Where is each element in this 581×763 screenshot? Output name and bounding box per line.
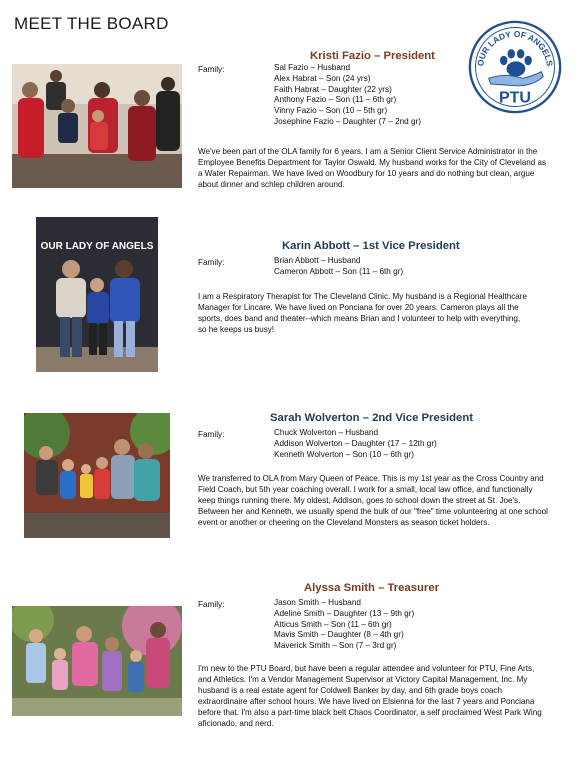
family-member: Josephine Fazio – Daughter (7 – 2nd gr) — [274, 116, 422, 126]
family-member: Cameron Abbott – Son (11 – 6th gr) — [274, 266, 404, 276]
family-label: Family: — [198, 65, 225, 74]
smith-family-photo — [12, 606, 182, 716]
photo-banner-text: OUR LADY OF ANGELS — [40, 241, 154, 252]
page-title: MEET THE BOARD — [14, 14, 169, 33]
member-name: Kristi Fazio – President — [310, 50, 435, 62]
family-label: Family: — [198, 430, 225, 439]
family-member: Maverick Smith – Son (7 – 3rd gr) — [274, 641, 397, 651]
family-member: Jason Smith – Husband — [274, 598, 361, 607]
family-member: Atticus Smith – Son (11 – 6th gr) — [274, 619, 392, 629]
member-name: Karin Abbott – 1st Vice President — [282, 240, 460, 252]
family-member: Faith Habrat – Daughter (22 yrs) — [274, 84, 392, 94]
family-member: Chuck Wolverton – Husband — [274, 428, 379, 437]
family-list — [274, 256, 403, 278]
family-member: Adeline Smith – Daughter (13 – 9th gr) — [274, 608, 415, 618]
member-bio: I am a Respiratory Therapist for The Cleveland Clinic. My husband is a Regional Healthcare Manager for Lincare. We have lived on Ponciana for over 20 years. Cameron plays all the sports, does band and theater--which means Brian and I volunteer to help with everything, so he keeps us busy! — [198, 292, 528, 334]
logo-arc-text: OUR LADY OF ANGELS — [475, 28, 555, 67]
member-name: Alyssa Smith – Treasurer — [304, 582, 440, 594]
family-label: Family: — [198, 258, 225, 267]
family-member: Vinny Fazio – Son (10 – 5th gr) — [274, 106, 388, 116]
member-bio: We transferred to OLA from Mary Queen of Peace. This is my 1st year as the Cross Country and Field Coach, but 5th year coaching overall. I work for a small, local law office, and functionally keep things running there. My oldest, Addison, goes to school down the street at St. Joe's. Between her and Kenneth, we usually spend the bulk of our "free" time volunteering at one school event or another or cheering on the Cleveland Monsters as season ticket holders. — [198, 474, 548, 527]
family-member: Addison Wolverton – Daughter (17 – 12th gr) — [274, 438, 437, 448]
family-member: Alex Habrat – Son (24 yrs) — [274, 73, 371, 83]
member-bio: I'm new to the PTU Board, but have been a regular attendee and volunteer for PTU, Fine Arts, and Athletics. I'm a Vendor Management Supervisor at Victory Capital Management, Inc. My husband is a real estate agent for Coldwell Banker by day, and 6th grade boys coach extraordinaire after school hours. We have lived on Elsienna for the last 7 years and Ponciana before that. I'm also a part-time black belt Chaos Coordinator, a self proclaimed West Park Wing aficionado, and nerd. — [198, 664, 542, 728]
family-list — [274, 428, 437, 460]
family-label: Family: — [198, 600, 225, 609]
wolverton-family-photo — [24, 413, 170, 538]
family-list — [274, 63, 421, 128]
member-bio: We've been part of the OLA family for 6 years. I am a Senior Client Service Administrator in the Employee Benefits Department for Taylor Oswald. My husband works for the City of Cleveland as a Water Repairman. We have lived on Woodbury for 10 years and do nothing but clean, argue about dinner and schlep children around. — [198, 147, 547, 189]
ptu-logo — [468, 20, 562, 114]
logo-ptu-text: PTU — [499, 89, 531, 107]
fazio-family-photo — [12, 64, 182, 188]
member-name: Sarah Wolverton – 2nd Vice President — [270, 412, 473, 424]
family-member: Anthony Fazio – Son (11 – 6th gr) — [274, 95, 397, 105]
family-list — [274, 598, 414, 652]
abbott-family-photo — [36, 217, 158, 372]
family-member: Brian Abbott – Husband — [274, 256, 361, 265]
family-member: Mavis Smith – Daughter (8 – 4th gr) — [274, 630, 404, 640]
family-member: Kenneth Wolverton – Son (10 – 6th gr) — [274, 449, 415, 459]
family-member: Sal Fazio – Husband — [274, 63, 351, 72]
